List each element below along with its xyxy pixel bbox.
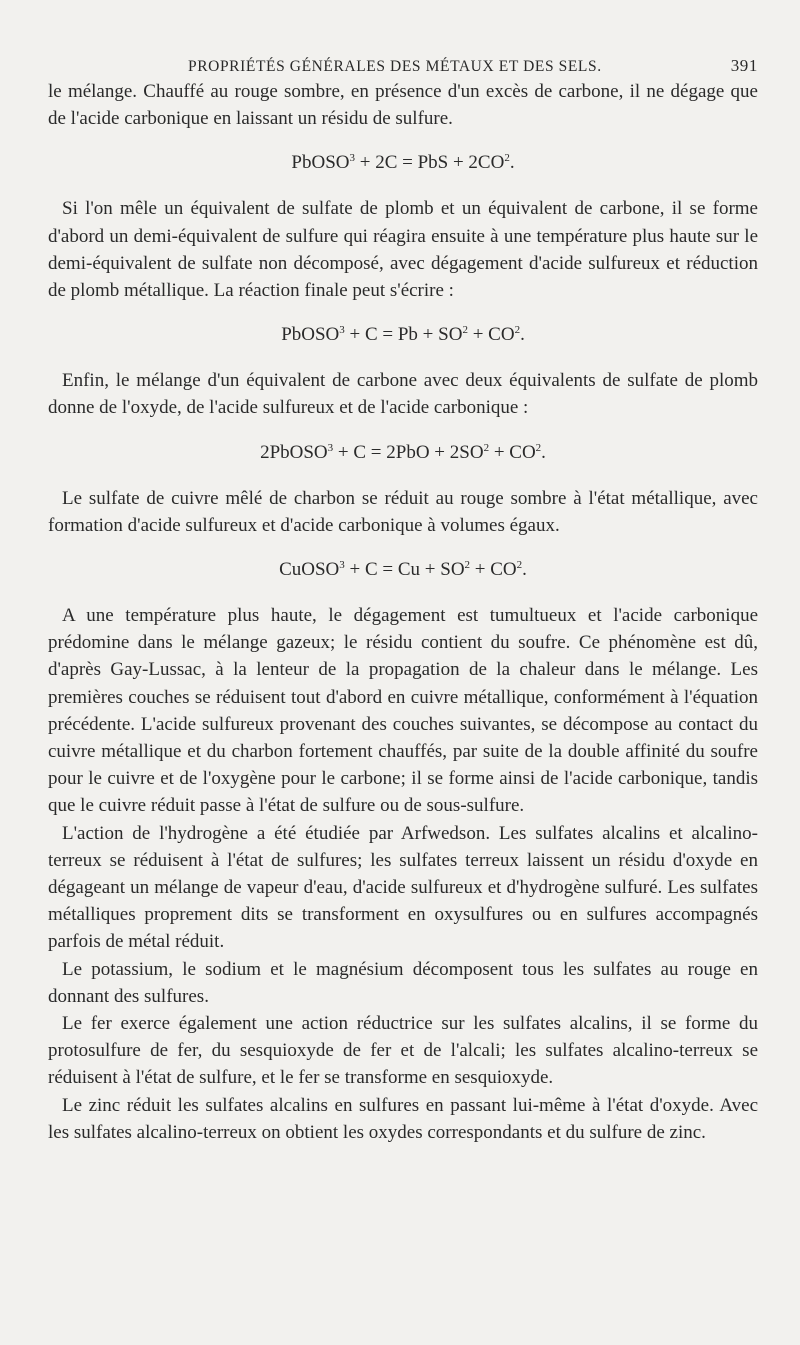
equation-4: CuOSO$^3$ + $C = Cu + SO^2 + CO^2$. bbox=[279, 559, 527, 581]
paragraph-9: Le zinc réduit les sulfates alcalins en sulfures en passant lui-même à l'état d'oxyde. Avec les sulfates alcalino-terreux on obtient les oxydes correspondants et du sulfure de zinc. bbox=[48, 1094, 758, 1143]
paragraph-3: Enfin, le mélange d'un équivalent de carbone avec deux équivalents de sulfate de plomb donne de l'oxyde, de l'acide sulfureux et de l'acide carbonique : bbox=[48, 370, 758, 419]
running-title: PROPRIÉTÉS GÉNÉRALES DES MÉTAUX ET DES SELS. bbox=[188, 58, 602, 75]
paragraph-4: Le sulfate de cuivre mêlé de charbon se réduit au rouge sombre à l'état métallique, avec formation d'acide sulfureux et d'acide carbonique à volumes égaux. bbox=[48, 487, 758, 536]
paragraph-8: Le fer exerce également une action réductrice sur les sulfates alcalins, il se forme du protosulfure de fer, du sesquioxyde de fer et de l'alcali; les sulfates alcalino-terreux se réduisent à l'état de sulfure, et le fer se transforme en sesquioxyde. bbox=[48, 1013, 758, 1089]
equation-3: 2PbOSO$^3$ + $C = 2PbO + 2SO^2 + CO^2$. bbox=[260, 441, 546, 463]
equation-2: PbOSO$^3$ + $C = Pb + SO^2 + CO^2$. bbox=[281, 324, 525, 346]
paragraph-6: L'action de l'hydrogène a été étudiée par Arfwedson. Les sulfates alcalins et alcalino-terreux se réduisent à l'état de sulfures; les sulfates terreux laissent un résidu d'oxyde en dégageant un mélange de vapeur d'eau, d'acide sulfureux et d'hydrogène sulfuré. Les sulfates métalliques proprement dits se transforment en oxysulfures ou en sulfures accompagnés parfois de métal réduit. bbox=[48, 822, 758, 953]
paragraph-5: A une température plus haute, le dégagement est tumultueux et l'acide carbonique prédomine dans le mélange gazeux; le résidu contient du soufre. Ce phénomène est dû, d'après Gay-Lussac, à la lenteur de la propagation de la chaleur dans le mélange. Les premières couches se réduisent tout d'abord en cuivre métallique, conformément à l'équation précédente. L'acide sulfureux provenant des couches suivantes, se décompose au contact du cuivre métallique et du charbon fortement chauffés, par suite de la double affinité du soufre pour le cuivre et de l'oxygène pour le carbone; il se forme ainsi de l'acide carbonique, tandis que le cuivre réduit passe à l'état de sulfure ou de sous-sulfure. bbox=[48, 605, 758, 817]
running-header bbox=[48, 56, 758, 76]
paragraph-2: Si l'on mêle un équivalent de sulfate de plomb et un équivalent de carbone, il se forme d'abord un demi-équivalent de sulfure qui réagira ensuite à une température plus haute sur le demi-équivalent de sulfate non décomposé, avec dégagement d'acide sulfureux et réduction de plomb métallique. La réaction finale peut s'écrire : bbox=[48, 198, 758, 302]
equation-1: PbOSO$^3$ + 2C = PbS + $2CO^2$. bbox=[291, 152, 515, 174]
paragraph-1: le mélange. Chauffé au rouge sombre, en présence d'un excès de carbone, il ne dégage que de l'acide carbonique en laissant un résidu de sulfure. bbox=[48, 81, 758, 130]
page-number: 391 bbox=[730, 56, 758, 75]
paragraph-7: Le potassium, le sodium et le magnésium décomposent tous les sulfates au rouge en donnant des sulfures. bbox=[48, 958, 758, 1007]
